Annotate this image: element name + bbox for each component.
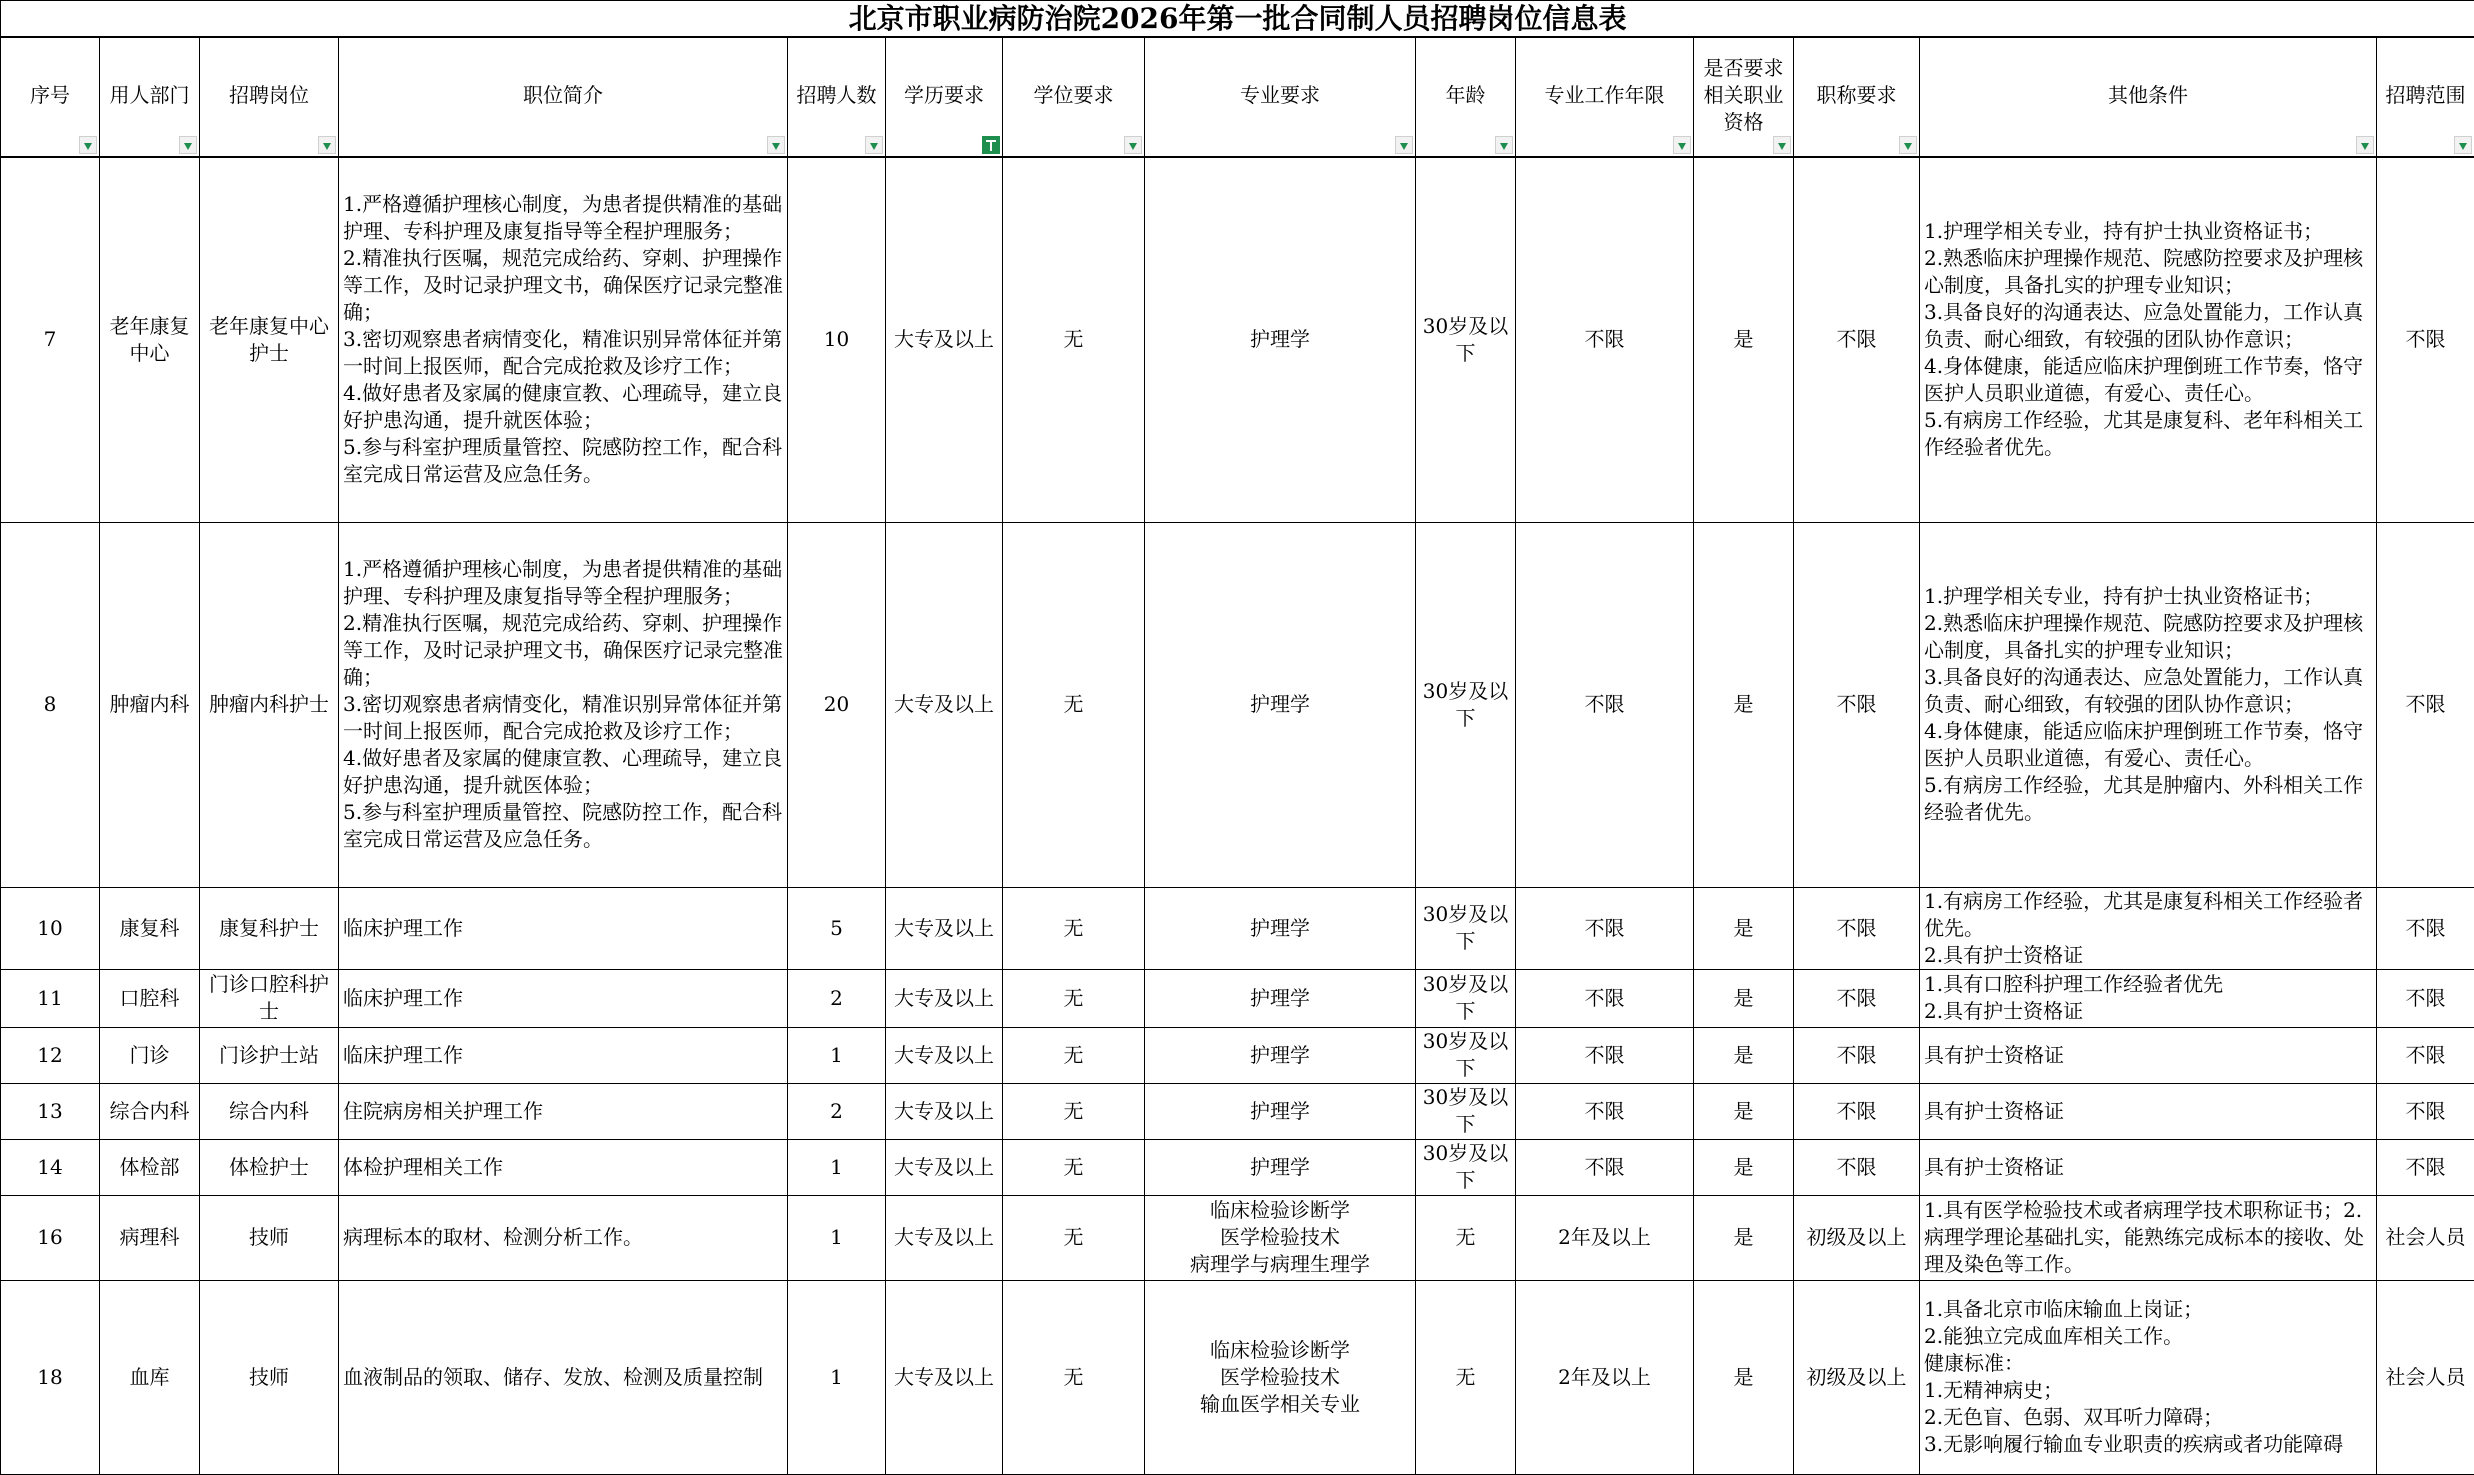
cell-major[interactable]: 护理学 bbox=[1145, 522, 1416, 887]
cell-education[interactable]: 大专及以上 bbox=[886, 1139, 1003, 1195]
cell-other-conditions[interactable]: 具有护士资格证 bbox=[1920, 1139, 2377, 1195]
column-header-work-years bbox=[1516, 37, 1694, 157]
cell-job-description[interactable]: 住院病房相关护理工作 bbox=[339, 1083, 788, 1139]
sheet-title: 北京市职业病防治院2026年第一批合同制人员招聘岗位信息表 bbox=[1, 1, 2474, 38]
column-header-label: 用人部门 bbox=[104, 82, 195, 113]
cell-serial-no[interactable]: 16 bbox=[1, 1195, 100, 1280]
cell-major[interactable]: 临床检验诊断学 医学检验技术 病理学与病理生理学 bbox=[1145, 1195, 1416, 1280]
cell-education[interactable]: 大专及以上 bbox=[886, 1027, 1003, 1083]
cell-age[interactable]: 30岁及以下 bbox=[1416, 1083, 1516, 1139]
cell-qualification-required[interactable]: 是 bbox=[1694, 969, 1794, 1027]
column-header-label: 是否要求相关职业资格 bbox=[1698, 55, 1789, 140]
cell-position[interactable]: 康复科护士 bbox=[200, 887, 339, 969]
cell-headcount[interactable]: 1 bbox=[788, 1195, 886, 1280]
column-header-label: 招聘人数 bbox=[792, 82, 881, 113]
cell-serial-no[interactable]: 8 bbox=[1, 522, 100, 887]
cell-qualification-required[interactable]: 是 bbox=[1694, 887, 1794, 969]
cell-job-description[interactable]: 临床护理工作 bbox=[339, 969, 788, 1027]
filter-dropdown-icon[interactable] bbox=[1773, 136, 1791, 154]
cell-degree[interactable]: 无 bbox=[1003, 157, 1145, 522]
filter-dropdown-icon[interactable] bbox=[2356, 136, 2374, 154]
cell-position[interactable]: 门诊护士站 bbox=[200, 1027, 339, 1083]
cell-department[interactable]: 血库 bbox=[100, 1280, 200, 1474]
table-row bbox=[1, 157, 2474, 522]
cell-education[interactable]: 大专及以上 bbox=[886, 157, 1003, 522]
column-header-major bbox=[1145, 37, 1416, 157]
cell-recruit-scope[interactable]: 不限 bbox=[2377, 522, 2474, 887]
table-row bbox=[1, 1195, 2474, 1280]
cell-degree[interactable]: 无 bbox=[1003, 1027, 1145, 1083]
cell-work-years[interactable]: 2年及以上 bbox=[1516, 1280, 1694, 1474]
table-row bbox=[1, 969, 2474, 1027]
column-header-label: 学历要求 bbox=[890, 82, 998, 113]
column-header-label: 专业要求 bbox=[1149, 82, 1411, 113]
column-header-label: 其他条件 bbox=[1924, 82, 2372, 113]
cell-work-years[interactable]: 不限 bbox=[1516, 887, 1694, 969]
cell-education[interactable]: 大专及以上 bbox=[886, 1083, 1003, 1139]
column-header-label: 年龄 bbox=[1420, 82, 1511, 113]
cell-headcount[interactable]: 1 bbox=[788, 1280, 886, 1474]
cell-headcount[interactable]: 1 bbox=[788, 1027, 886, 1083]
column-header-education bbox=[886, 37, 1003, 157]
cell-recruit-scope[interactable]: 不限 bbox=[2377, 1139, 2474, 1195]
cell-qualification-required[interactable]: 是 bbox=[1694, 1027, 1794, 1083]
cell-professional-title[interactable]: 不限 bbox=[1794, 157, 1920, 522]
cell-qualification-required[interactable]: 是 bbox=[1694, 1195, 1794, 1280]
cell-job-description[interactable]: 1.严格遵循护理核心制度，为患者提供精准的基础护理、专科护理及康复指导等全程护理服务； 2.精准执行医嘱，规范完成给药、穿刺、护理操作等工作，及时记录护理文书，确保医疗记录完整准确； 3.密切观察患者病情变化，精准识别异常体征并第一时间上报医师，配合完成抢救及诊疗工作； 4.做好患者及家属的健康宣教、心理疏导，建立良好护患沟通，提升就医体验； 5.参与科室护理质量管控、院感防控工作，配合科室完成日常运营及应急任务。 bbox=[339, 157, 788, 522]
cell-serial-no[interactable]: 13 bbox=[1, 1083, 100, 1139]
cell-major[interactable]: 临床检验诊断学 医学检验技术 输血医学相关专业 bbox=[1145, 1280, 1416, 1474]
cell-headcount[interactable]: 2 bbox=[788, 1083, 886, 1139]
cell-major[interactable]: 护理学 bbox=[1145, 969, 1416, 1027]
cell-headcount[interactable]: 20 bbox=[788, 522, 886, 887]
column-header-headcount bbox=[788, 37, 886, 157]
cell-degree[interactable]: 无 bbox=[1003, 969, 1145, 1027]
cell-degree[interactable]: 无 bbox=[1003, 887, 1145, 969]
cell-professional-title[interactable]: 不限 bbox=[1794, 969, 1920, 1027]
cell-department[interactable]: 门诊 bbox=[100, 1027, 200, 1083]
column-header-recruit-scope bbox=[2377, 37, 2474, 157]
cell-professional-title[interactable]: 不限 bbox=[1794, 1027, 1920, 1083]
column-header-job-description bbox=[339, 37, 788, 157]
cell-headcount[interactable]: 10 bbox=[788, 157, 886, 522]
filter-dropdown-icon[interactable] bbox=[2454, 136, 2472, 154]
cell-department[interactable]: 老年康复中心 bbox=[100, 157, 200, 522]
cell-qualification-required[interactable]: 是 bbox=[1694, 522, 1794, 887]
cell-degree[interactable]: 无 bbox=[1003, 1139, 1145, 1195]
cell-other-conditions[interactable]: 具有护士资格证 bbox=[1920, 1083, 2377, 1139]
cell-job-description[interactable]: 体检护理相关工作 bbox=[339, 1139, 788, 1195]
cell-education[interactable]: 大专及以上 bbox=[886, 969, 1003, 1027]
table-row bbox=[1, 1280, 2474, 1474]
cell-professional-title[interactable]: 初级及以上 bbox=[1794, 1280, 1920, 1474]
cell-age[interactable]: 无 bbox=[1416, 1195, 1516, 1280]
cell-qualification-required[interactable]: 是 bbox=[1694, 1280, 1794, 1474]
cell-job-description[interactable]: 病理标本的取材、检测分析工作。 bbox=[339, 1195, 788, 1280]
cell-education[interactable]: 大专及以上 bbox=[886, 522, 1003, 887]
filter-dropdown-icon[interactable] bbox=[1395, 136, 1413, 154]
cell-department[interactable]: 体检部 bbox=[100, 1139, 200, 1195]
column-header-department bbox=[100, 37, 200, 157]
cell-recruit-scope[interactable]: 不限 bbox=[2377, 157, 2474, 522]
cell-age[interactable]: 30岁及以下 bbox=[1416, 1139, 1516, 1195]
cell-recruit-scope[interactable]: 社会人员 bbox=[2377, 1280, 2474, 1474]
column-header-degree bbox=[1003, 37, 1145, 157]
cell-qualification-required[interactable]: 是 bbox=[1694, 1139, 1794, 1195]
column-header-label: 招聘范围 bbox=[2381, 82, 2470, 113]
cell-job-description[interactable]: 临床护理工作 bbox=[339, 887, 788, 969]
table-row bbox=[1, 1083, 2474, 1139]
cell-department[interactable]: 口腔科 bbox=[100, 969, 200, 1027]
cell-degree[interactable]: 无 bbox=[1003, 1280, 1145, 1474]
cell-other-conditions[interactable]: 1.具备北京市临床输血上岗证； 2.能独立完成血库相关工作。 健康标准： 1.无精神病史； 2.无色盲、色弱、双耳听力障碍； 3.无影响履行输血专业职责的疾病或者功能障碍 bbox=[1920, 1280, 2377, 1474]
cell-professional-title[interactable]: 初级及以上 bbox=[1794, 1195, 1920, 1280]
filter-active-icon[interactable] bbox=[982, 136, 1000, 154]
column-header-professional-title bbox=[1794, 37, 1920, 157]
cell-professional-title[interactable]: 不限 bbox=[1794, 522, 1920, 887]
filter-dropdown-icon[interactable] bbox=[79, 136, 97, 154]
table-row bbox=[1, 522, 2474, 887]
cell-headcount[interactable]: 1 bbox=[788, 1139, 886, 1195]
cell-serial-no[interactable]: 10 bbox=[1, 887, 100, 969]
filter-dropdown-icon[interactable] bbox=[865, 136, 883, 154]
cell-other-conditions[interactable]: 具有护士资格证 bbox=[1920, 1027, 2377, 1083]
filter-dropdown-icon[interactable] bbox=[1673, 136, 1691, 154]
cell-education[interactable]: 大专及以上 bbox=[886, 1195, 1003, 1280]
cell-professional-title[interactable]: 不限 bbox=[1794, 1083, 1920, 1139]
column-header-label: 序号 bbox=[5, 82, 95, 113]
cell-age[interactable]: 无 bbox=[1416, 1280, 1516, 1474]
cell-major[interactable]: 护理学 bbox=[1145, 1139, 1416, 1195]
cell-age[interactable]: 30岁及以下 bbox=[1416, 522, 1516, 887]
cell-age[interactable]: 30岁及以下 bbox=[1416, 157, 1516, 522]
column-header-label: 职位简介 bbox=[343, 82, 783, 113]
cell-major[interactable]: 护理学 bbox=[1145, 887, 1416, 969]
cell-department[interactable]: 病理科 bbox=[100, 1195, 200, 1280]
column-header-label: 专业工作年限 bbox=[1520, 82, 1689, 113]
cell-serial-no[interactable]: 18 bbox=[1, 1280, 100, 1474]
cell-professional-title[interactable]: 不限 bbox=[1794, 1139, 1920, 1195]
table-row bbox=[1, 1139, 2474, 1195]
cell-degree[interactable]: 无 bbox=[1003, 1083, 1145, 1139]
column-header-qualification-required bbox=[1694, 37, 1794, 157]
cell-position[interactable]: 综合内科 bbox=[200, 1083, 339, 1139]
cell-recruit-scope[interactable]: 不限 bbox=[2377, 969, 2474, 1027]
cell-headcount[interactable]: 2 bbox=[788, 969, 886, 1027]
cell-age[interactable]: 30岁及以下 bbox=[1416, 969, 1516, 1027]
cell-position[interactable]: 肿瘤内科护士 bbox=[200, 522, 339, 887]
filter-dropdown-icon[interactable] bbox=[767, 136, 785, 154]
cell-other-conditions[interactable]: 1.有病房工作经验，尤其是康复科相关工作经验者优先。 2.具有护士资格证 bbox=[1920, 887, 2377, 969]
column-header-label: 招聘岗位 bbox=[204, 82, 334, 113]
filter-dropdown-icon[interactable] bbox=[1124, 136, 1142, 154]
cell-degree[interactable]: 无 bbox=[1003, 1195, 1145, 1280]
filter-dropdown-icon[interactable] bbox=[318, 136, 336, 154]
cell-work-years[interactable]: 不限 bbox=[1516, 969, 1694, 1027]
cell-recruit-scope[interactable]: 不限 bbox=[2377, 1027, 2474, 1083]
column-header-label: 职称要求 bbox=[1798, 82, 1915, 113]
cell-qualification-required[interactable]: 是 bbox=[1694, 1083, 1794, 1139]
cell-other-conditions[interactable]: 1.具有医学检验技术或者病理学技术职称证书；2.病理学理论基础扎实，能熟练完成标本的接收、处理及染色等工作。 bbox=[1920, 1195, 2377, 1280]
cell-work-years[interactable]: 不限 bbox=[1516, 1139, 1694, 1195]
cell-position[interactable]: 技师 bbox=[200, 1280, 339, 1474]
column-header-position bbox=[200, 37, 339, 157]
cell-professional-title[interactable]: 不限 bbox=[1794, 887, 1920, 969]
cell-recruit-scope[interactable]: 社会人员 bbox=[2377, 1195, 2474, 1280]
cell-job-description[interactable]: 临床护理工作 bbox=[339, 1027, 788, 1083]
cell-position[interactable]: 门诊口腔科护士 bbox=[200, 969, 339, 1027]
cell-work-years[interactable]: 不限 bbox=[1516, 157, 1694, 522]
cell-other-conditions[interactable]: 1.具有口腔科护理工作经验者优先 2.具有护士资格证 bbox=[1920, 969, 2377, 1027]
column-header-other-conditions bbox=[1920, 37, 2377, 157]
cell-work-years[interactable]: 不限 bbox=[1516, 522, 1694, 887]
cell-position[interactable]: 老年康复中心护士 bbox=[200, 157, 339, 522]
cell-age[interactable]: 30岁及以下 bbox=[1416, 1027, 1516, 1083]
cell-degree[interactable]: 无 bbox=[1003, 522, 1145, 887]
table-row bbox=[1, 1027, 2474, 1083]
cell-position[interactable]: 体检护士 bbox=[200, 1139, 339, 1195]
column-header-serial-no bbox=[1, 37, 100, 157]
cell-position[interactable]: 技师 bbox=[200, 1195, 339, 1280]
filter-dropdown-icon[interactable] bbox=[1495, 136, 1513, 154]
cell-serial-no[interactable]: 12 bbox=[1, 1027, 100, 1083]
cell-qualification-required[interactable]: 是 bbox=[1694, 157, 1794, 522]
cell-serial-no[interactable]: 7 bbox=[1, 157, 100, 522]
cell-major[interactable]: 护理学 bbox=[1145, 1083, 1416, 1139]
cell-serial-no[interactable]: 11 bbox=[1, 969, 100, 1027]
cell-job-description[interactable]: 血液制品的领取、储存、发放、检测及质量控制 bbox=[339, 1280, 788, 1474]
cell-education[interactable]: 大专及以上 bbox=[886, 1280, 1003, 1474]
cell-headcount[interactable]: 5 bbox=[788, 887, 886, 969]
cell-other-conditions[interactable]: 1.护理学相关专业，持有护士执业资格证书； 2.熟悉临床护理操作规范、院感防控要求及护理核心制度，具备扎实的护理专业知识； 3.具备良好的沟通表达、应急处置能力，工作认真负责、耐心细致，有较强的团队协作意识； 4.身体健康，能适应临床护理倒班工作节奏，恪守医护人员职业道德，有爱心、责任心。 5.有病房工作经验，尤其是肿瘤内、外科相关工作经验者优先。 bbox=[1920, 522, 2377, 887]
column-header-label: 学位要求 bbox=[1007, 82, 1140, 113]
column-header-age bbox=[1416, 37, 1516, 157]
cell-department[interactable]: 综合内科 bbox=[100, 1083, 200, 1139]
cell-work-years[interactable]: 2年及以上 bbox=[1516, 1195, 1694, 1280]
cell-education[interactable]: 大专及以上 bbox=[886, 887, 1003, 969]
cell-department[interactable]: 康复科 bbox=[100, 887, 200, 969]
cell-recruit-scope[interactable]: 不限 bbox=[2377, 887, 2474, 969]
cell-major[interactable]: 护理学 bbox=[1145, 1027, 1416, 1083]
cell-age[interactable]: 30岁及以下 bbox=[1416, 887, 1516, 969]
cell-major[interactable]: 护理学 bbox=[1145, 157, 1416, 522]
table-row bbox=[1, 887, 2474, 969]
cell-job-description[interactable]: 1.严格遵循护理核心制度，为患者提供精准的基础护理、专科护理及康复指导等全程护理服务； 2.精准执行医嘱，规范完成给药、穿刺、护理操作等工作，及时记录护理文书，确保医疗记录完整准确； 3.密切观察患者病情变化，精准识别异常体征并第一时间上报医师，配合完成抢救及诊疗工作； 4.做好患者及家属的健康宣教、心理疏导，建立良好护患沟通，提升就医体验； 5.参与科室护理质量管控、院感防控工作，配合科室完成日常运营及应急任务。 bbox=[339, 522, 788, 887]
cell-recruit-scope[interactable]: 不限 bbox=[2377, 1083, 2474, 1139]
cell-work-years[interactable]: 不限 bbox=[1516, 1083, 1694, 1139]
filter-dropdown-icon[interactable] bbox=[1899, 136, 1917, 154]
filter-dropdown-icon[interactable] bbox=[179, 136, 197, 154]
cell-department[interactable]: 肿瘤内科 bbox=[100, 522, 200, 887]
cell-serial-no[interactable]: 14 bbox=[1, 1139, 100, 1195]
cell-other-conditions[interactable]: 1.护理学相关专业，持有护士执业资格证书； 2.熟悉临床护理操作规范、院感防控要求及护理核心制度，具备扎实的护理专业知识； 3.具备良好的沟通表达、应急处置能力，工作认真负责、耐心细致，有较强的团队协作意识； 4.身体健康，能适应临床护理倒班工作节奏，恪守医护人员职业道德，有爱心、责任心。 5.有病房工作经验，尤其是康复科、老年科相关工作经验者优先。 bbox=[1920, 157, 2377, 522]
cell-work-years[interactable]: 不限 bbox=[1516, 1027, 1694, 1083]
